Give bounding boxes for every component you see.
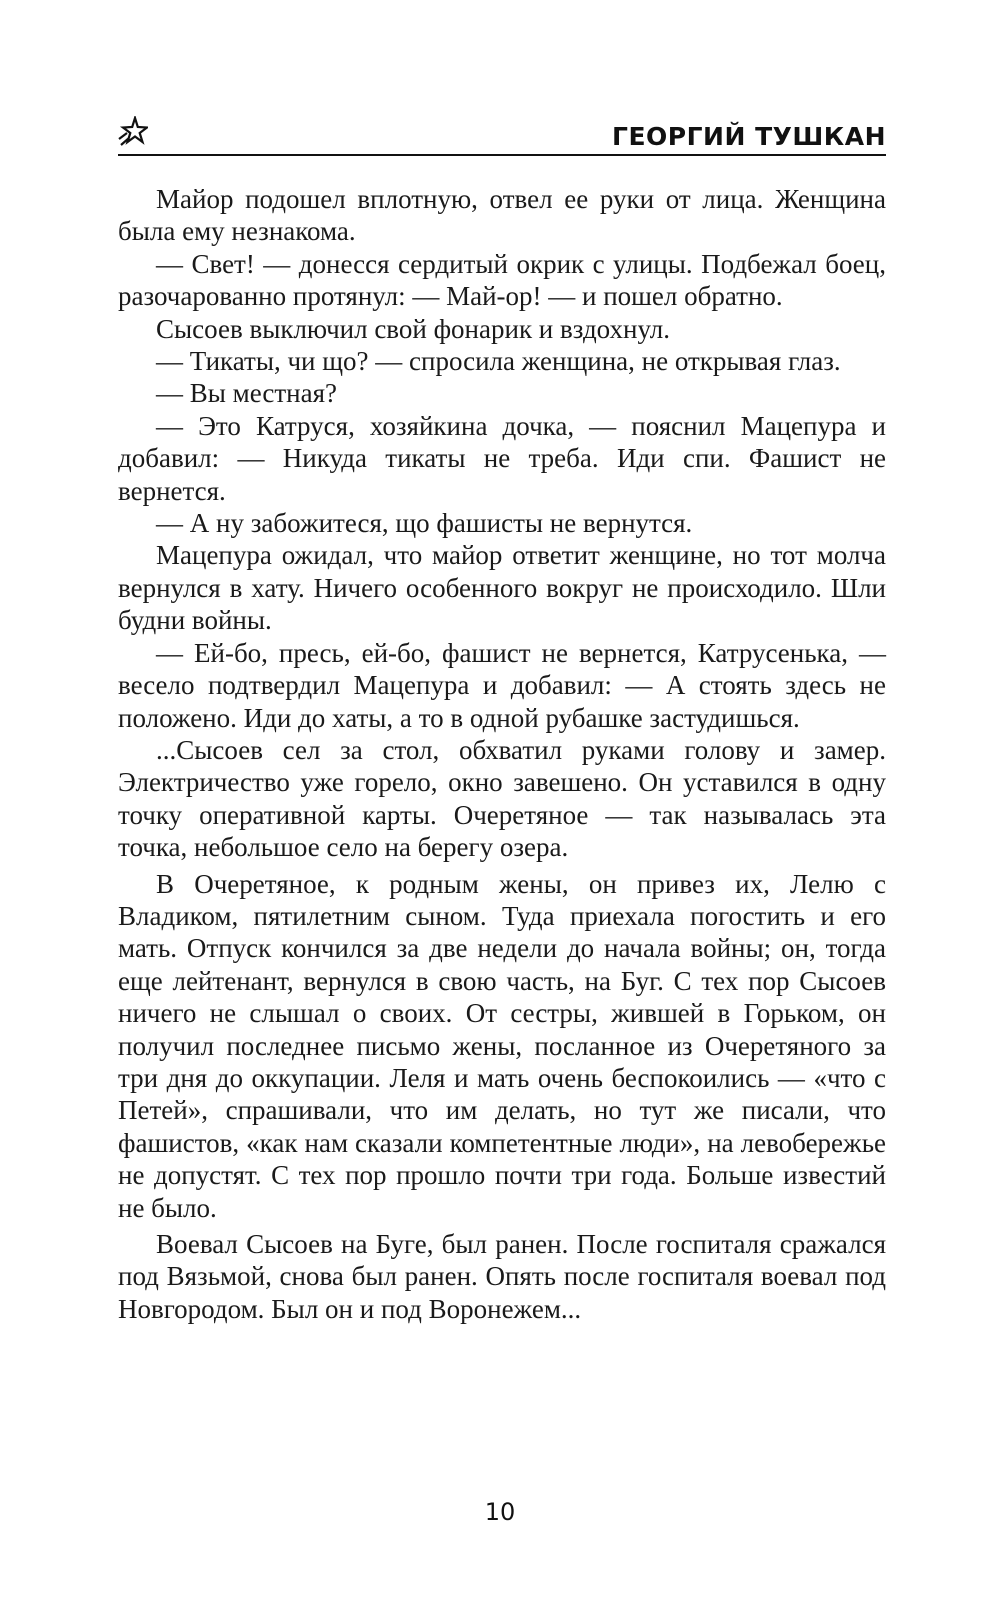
paragraph: Мацепура ожидал, что майор ответит женщине, но тот молча вернулся в хату. Ничего особенного вокруг не происходило. Шли будни войны. [118, 540, 886, 636]
running-header-author: ГЕОРГИЙ ТУШКАН [612, 122, 886, 151]
paragraph: В Очеретяное, к родным жены, он привез их, Лелю с Владиком, пятилетним сыном. Туда приехала погостить и его мать. Отпуск кончился за две недели до начала войны; он, тогда еще лейтенант, вернулся в свою часть, на Буг. С тех пор Сысоев ничего не слышал о своих. От сестры, жившей в Горьком, он получил последнее письмо жены, посланное из Очеретяного за три дня до оккупации. Леля и мать очень беспокоились — «что с Петей», спрашивали, что им делать, но тут же писали, что фашистов, «как нам сказали компетентные люди», на левобережье не допустят. С тех пор прошло почти три года. Больше известий не было. [118, 868, 886, 1223]
running-header [118, 112, 886, 156]
star-outline-icon [118, 116, 148, 146]
paragraph: Майор подошел вплотную, отвел ее руки от лица. Женщина была ему незнакома. [118, 184, 886, 247]
paragraph: — Тикаты, чи що? — спросила женщина, не открывая глаз. [156, 346, 841, 377]
paragraph: Воевал Сысоев на Буге, был ранен. После госпиталя сражался под Вязьмой, снова был ранен. Опять после госпиталя воевал под Новгородом. Был он и под Воронежем... [118, 1229, 886, 1324]
page-number: 10 [484, 1498, 516, 1526]
paragraph: — Ей-бо, пресь, ей-бо, фашист не вернется, Катрусенька, — весело подтвердил Мацепура и добавил: — А стоять здесь не положено. Иди до хаты, а то в одной рубашке застудишься. [118, 637, 886, 733]
paragraph: — Свет! — донесся сердитый окрик с улицы. Подбежал боец, разочарованно протянул: — Май-ор! — и пошел обратно. [118, 248, 886, 312]
body-text [118, 183, 886, 1325]
paragraph: ...Сысоев сел за стол, обхватил руками голову и замер. Электричество уже горело, окно завешено. Он уставился в одну точку оперативной карты. Очеретяное — так называлась эта точка, небольшое село на берегу озера. [118, 734, 886, 863]
paragraph: — Это Катруся, хозяйкина дочка, — пояснил Мацепура и добавил: — Никуда тикаты не треба. Иди спи. Фашист не вернется. [118, 410, 886, 506]
paragraph: — А ну забожитеся, що фашисты не вернутся. [156, 508, 693, 539]
paragraph: — Вы местная? [156, 378, 338, 409]
header-rule [118, 154, 886, 156]
paragraph: Сысоев выключил свой фонарик и вздохнул. [156, 313, 670, 344]
